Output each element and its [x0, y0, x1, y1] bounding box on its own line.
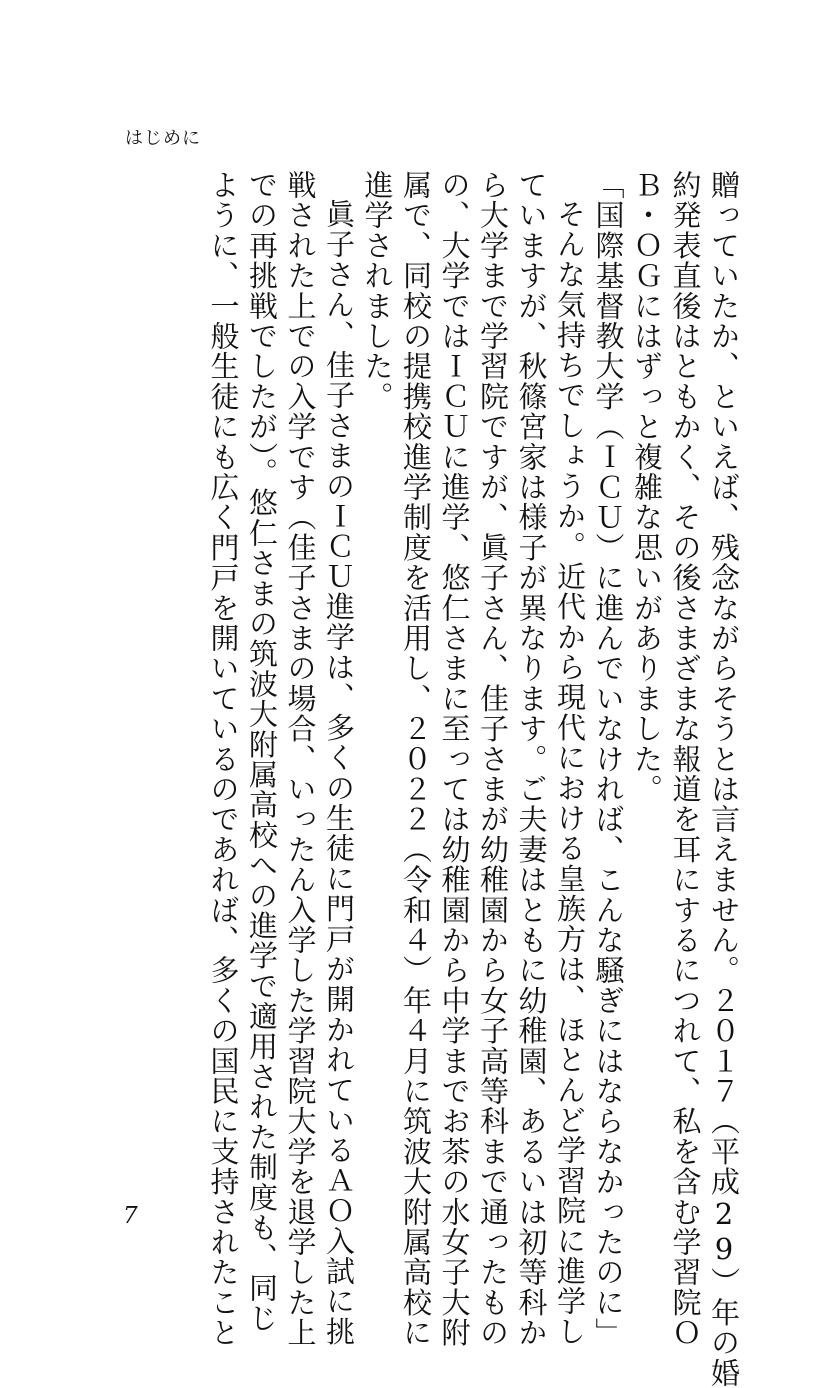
- text-line: Ｂ・ＯＧにはずっと複雑な思いがありました。: [630, 170, 664, 805]
- text-line: 進学されました。: [360, 170, 395, 412]
- text-line: での再挑戦でしたが）。悠仁さまの筑波大附属高校への進学で適用された制度も、同じ: [245, 170, 279, 1334]
- text-line: ように、一般生徒にも広く門戸を開いているのであれば、多くの国民に支持されたこと: [206, 170, 241, 1348]
- text-line: 属で、同校の提携校進学制度を活用し、２０２２（令和４）年４月に筑波大附属高校に: [399, 170, 433, 1348]
- text-line: 戦された上での入学です（佳子さまの場合、いったん入学した学習院大学を退学した上: [283, 170, 318, 1348]
- text-line: 約発表直後はともかく、その後さまざまな報道を耳にするにつれて、私を含む学習院Ｏ: [668, 170, 703, 1348]
- text-line: ら大学まで学習院ですが、眞子さん、佳子さまが幼稚園から女子高等科まで通ったもの: [476, 170, 510, 1348]
- text-line: 贈っていたか、といえば、残念ながらそうとは言えません。２０１７（平成29）年の婚: [707, 170, 741, 1388]
- text-line: 「国際基督教大学（ＩＣＵ）に進んでいなければ、こんな騒ぎにはならなかったのに」: [591, 170, 626, 1348]
- text-line: ていますが、秋篠宮家は様子が異なります。ご夫妻はともに幼稚園、あるいは初等科か: [514, 170, 549, 1348]
- text-line: 眞子さん、佳子さまのＩＣＵ進学は、多くの生徒に門戸が開かれているＡＯ入試に挑: [322, 199, 356, 1347]
- page-number: 7: [123, 1203, 138, 1229]
- running-head: はじめに: [125, 128, 201, 149]
- text-line: そんな気持ちでしょうか。近代から現代における皇族方は、ほとんど学習院に進学し: [553, 199, 587, 1347]
- text-line: の、大学ではＩＣＵに進学、悠仁さまに至っては幼稚園から中学までお茶の水女子大附: [437, 170, 472, 1348]
- vertical-body-text: [204, 170, 743, 1388]
